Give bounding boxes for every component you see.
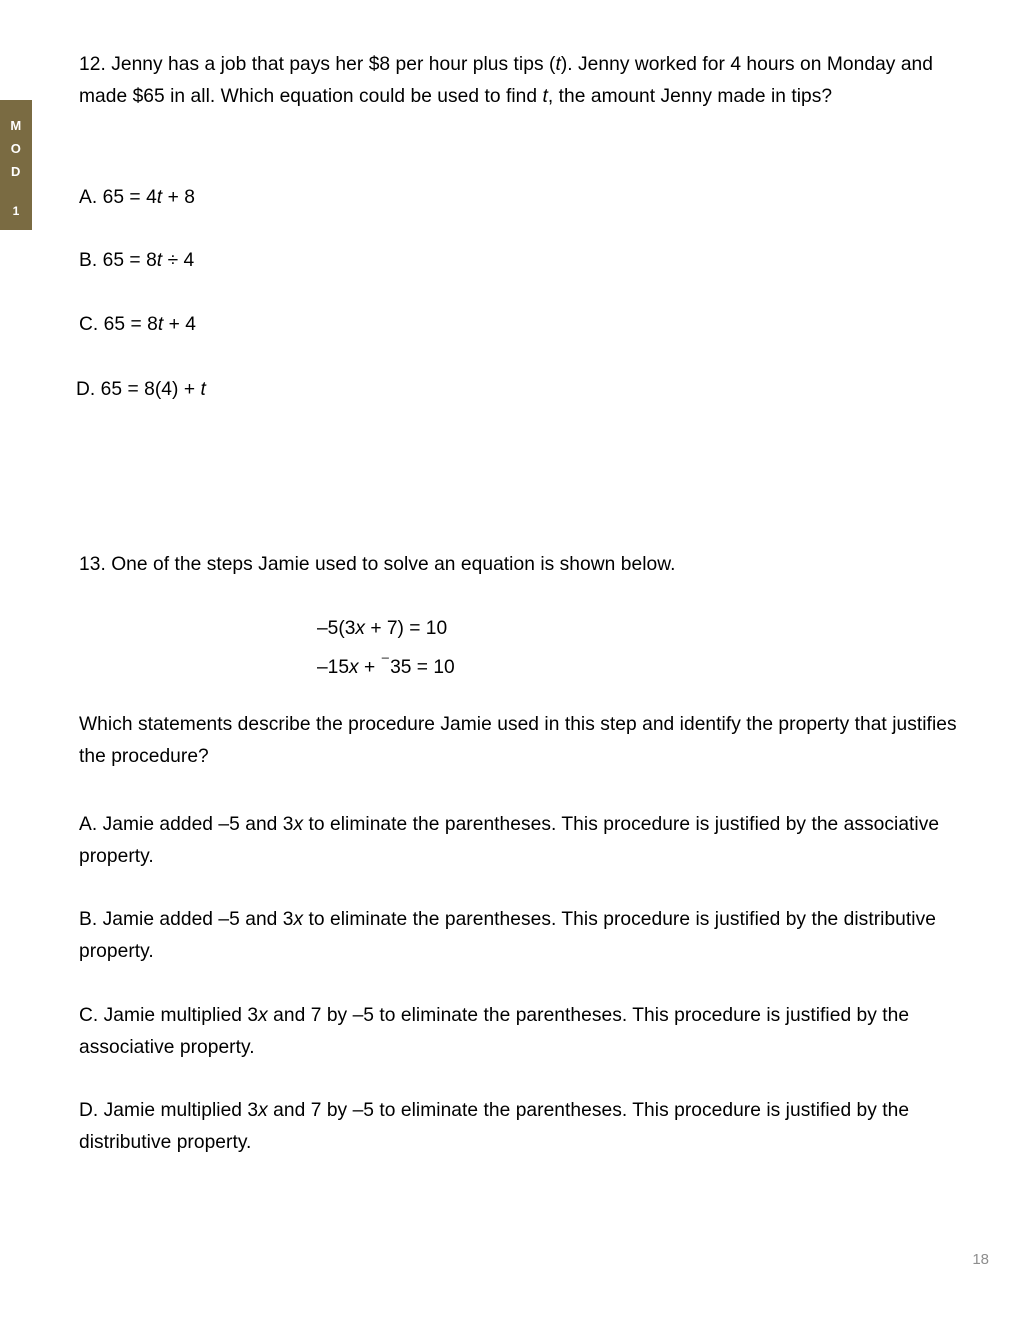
q12-choice-b-tail: ÷ 4	[162, 250, 195, 271]
q12-stem-tail: , the amount Jenny made in tips?	[547, 85, 833, 107]
q12-var-t-1: t	[555, 54, 561, 75]
q13-choice-a-post: to eliminate the parentheses. This procedure is justified by the associative property.	[79, 814, 940, 867]
q12-choice-c-tail: + 4	[163, 314, 196, 335]
q12-choice-a-tail: + 8	[162, 187, 195, 208]
question-13-choice-b[interactable]	[79, 904, 979, 967]
module-tab-letter-d: D	[11, 164, 21, 179]
question-12-choice-a[interactable]	[79, 182, 195, 214]
q13-eq1-pre: –5(3	[317, 618, 356, 639]
q13-eq2-var: x	[349, 657, 359, 679]
q12-choice-b-var: t	[156, 250, 163, 271]
q13-choice-d-post: and 7 by –5 to eliminate the parentheses. This procedure is justified by the distributive property.	[79, 1100, 910, 1153]
q12-choice-c-var: t	[157, 314, 164, 335]
q13-choice-c-post: and 7 by –5 to eliminate the parentheses. This procedure is justified by the associative property.	[79, 1005, 910, 1058]
q13-eq2-superscript-negative: ⁻	[380, 650, 391, 671]
module-tab	[0, 100, 32, 230]
question-13-choice-c[interactable]	[79, 1000, 979, 1063]
q13-choice-d-pre: D. Jamie multiplied 3	[79, 1100, 259, 1121]
question-12-choice-d[interactable]	[76, 374, 206, 406]
question-12-stem	[79, 49, 985, 112]
q12-choice-d-label: D. 65 = 8(4) +	[76, 379, 201, 400]
q12-choice-a-label: A. 65 = 4	[79, 187, 157, 208]
q12-choice-b-label: B. 65 = 8	[79, 250, 157, 271]
q13-choice-b-pre: B. Jamie added –5 and 3	[79, 909, 294, 930]
question-13-stem: 13. One of the steps Jamie used to solve an equation is shown below.	[79, 554, 676, 575]
q13-choice-a-var: x	[293, 814, 304, 835]
q13-choice-a-pre: A. Jamie added –5 and 3	[79, 814, 294, 835]
page-number: 18	[972, 1251, 989, 1268]
module-tab-letter-m: M	[10, 118, 22, 133]
q13-eq2-post: +	[358, 657, 381, 679]
q12-stem-before: 12. Jenny has a job that pays her $8 per hour plus tips (	[79, 54, 556, 75]
q13-choice-b-post: to eliminate the parentheses. This procedure is justified by the distributive property.	[79, 909, 936, 962]
question-12-choice-b[interactable]	[79, 245, 194, 277]
question-13-choice-d[interactable]	[79, 1095, 979, 1158]
q12-choice-a-var: t	[156, 187, 163, 208]
q12-var-t-2: t	[542, 85, 548, 107]
question-13-prompt: Which statements describe the procedure Jamie used in this step and identify the property that justifies the procedure?	[79, 714, 957, 767]
q13-eq1-post: + 7) = 10	[365, 618, 448, 639]
q13-choice-b-var: x	[293, 909, 304, 930]
question-13-equation-2	[317, 645, 455, 684]
page-content	[76, 0, 985, 1325]
module-tab-letter-o: O	[10, 141, 22, 156]
question-13-equation-1	[317, 613, 447, 645]
module-tab-number: 1	[12, 204, 20, 218]
q13-eq2-pre: –15	[317, 657, 350, 679]
q13-eq2-post2: 35 = 10	[390, 657, 455, 679]
question-13-choice-a[interactable]	[79, 809, 979, 872]
q12-stem-middle: ). Jenny worked for 4 hours on Monday and made $65 in all. Which equation could be used to find	[79, 54, 933, 107]
q13-choice-c-var: x	[258, 1005, 268, 1026]
q12-choice-c-label: C. 65 = 8	[79, 314, 158, 335]
q13-choice-c-pre: C. Jamie multiplied 3	[79, 1005, 259, 1026]
question-12-choice-c[interactable]	[79, 309, 196, 341]
q13-choice-d-var: x	[258, 1100, 268, 1121]
q12-choice-d-var: t	[200, 379, 206, 400]
q13-eq1-var: x	[355, 618, 365, 639]
